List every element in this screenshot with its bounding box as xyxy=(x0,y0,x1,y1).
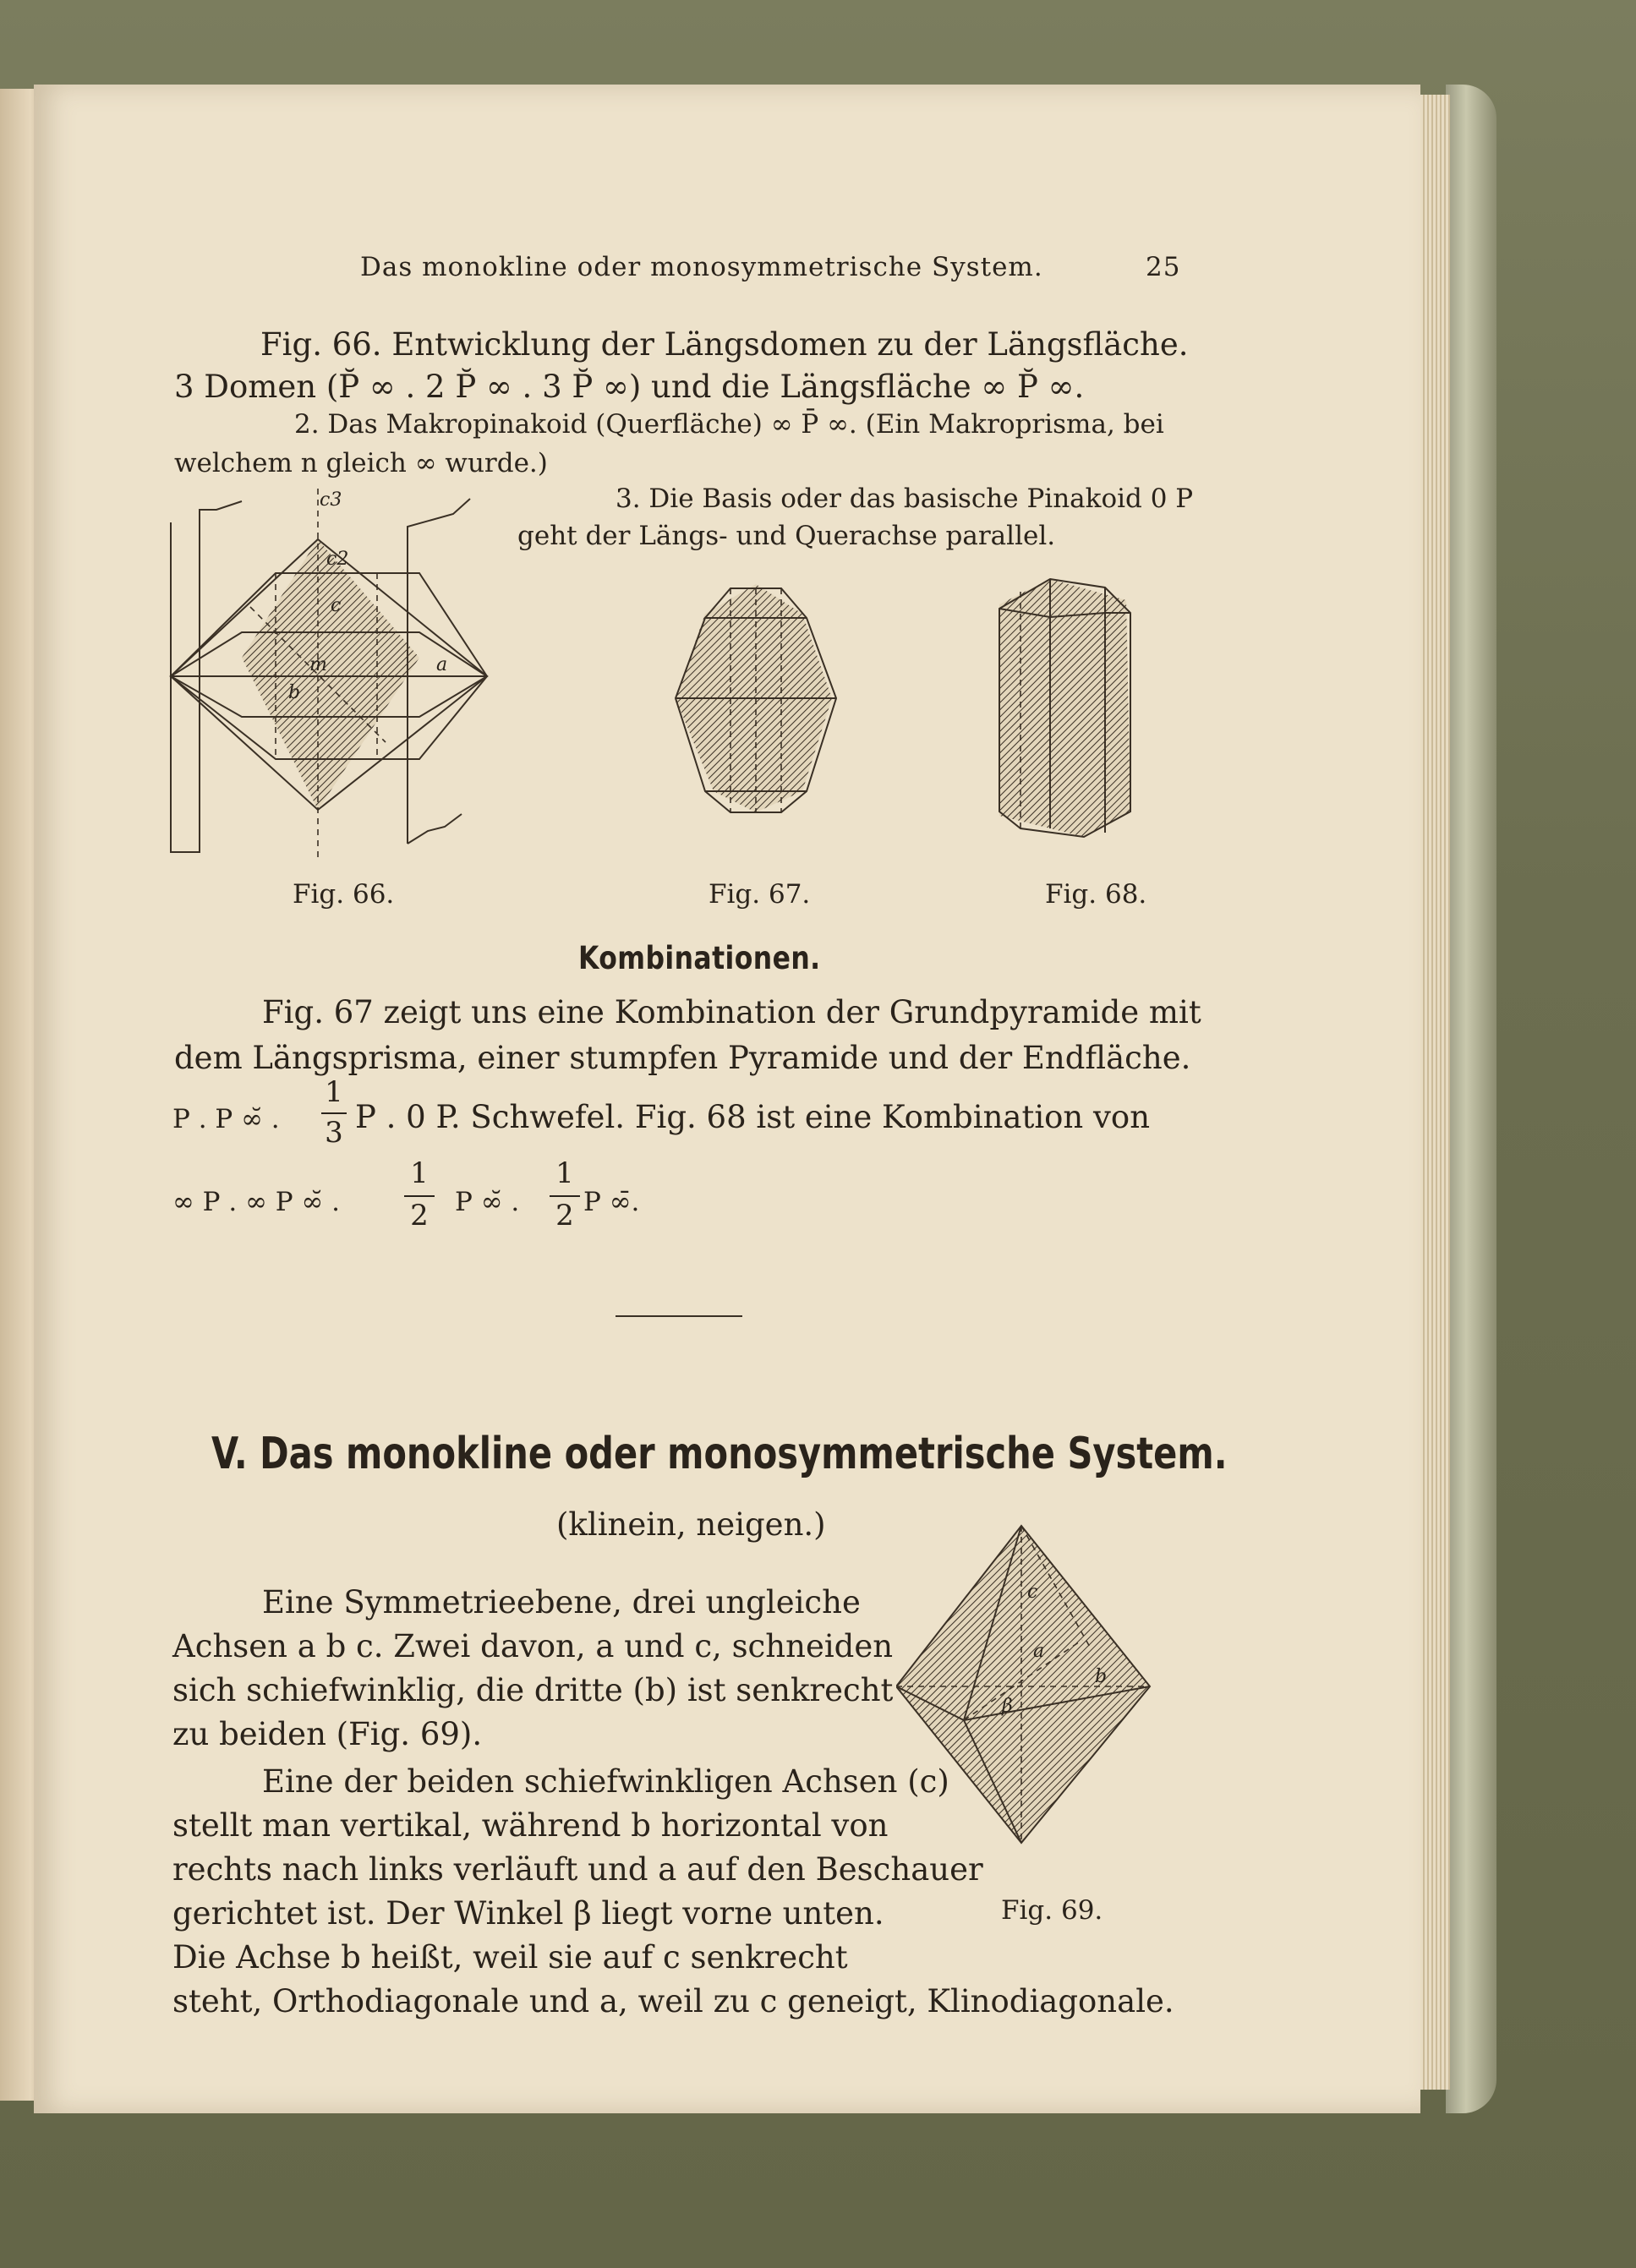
fig66-caption-line6: geht der Längs- und Querachse parallel. xyxy=(517,521,1056,551)
fig68-label: Fig. 68. xyxy=(1045,879,1147,910)
page-number: 25 xyxy=(1146,252,1181,282)
figure-66-drawing xyxy=(166,489,504,861)
figure-67-drawing xyxy=(663,580,857,825)
fig66-label: Fig. 66. xyxy=(293,879,395,910)
fig66-caption-line1 xyxy=(260,326,1189,363)
formula2-fraction-bar1 xyxy=(404,1195,435,1197)
para1-line4: zu beiden (Fig. 69). xyxy=(172,1716,483,1752)
formula2-denominator1: 2 xyxy=(410,1199,429,1232)
fig66-caption-line2: 3 Domen (P̆ ∞ . 2 P̆ ∞ . 3 P̆ ∞) und die Längsfläche ∞ P̆ ∞. xyxy=(174,369,1085,405)
fig67-label: Fig. 67. xyxy=(709,879,811,910)
figure-68-drawing xyxy=(991,575,1143,845)
formula2-numerator2: 1 xyxy=(555,1156,574,1190)
fig69-label-a: a xyxy=(1033,1641,1045,1662)
running-header: Das monokline oder monosymmetrische System. xyxy=(360,252,1043,282)
para1-line2: Achsen a b c. Zwei davon, a und c, schneiden xyxy=(172,1628,894,1664)
fig66-label-c: c xyxy=(331,595,342,616)
section-divider xyxy=(616,1315,742,1317)
fig66-caption-line4: welchem n gleich ∞ wurde.) xyxy=(174,448,548,478)
para2-line5: Die Achse b heißt, weil sie auf c senkrecht xyxy=(172,1939,848,1976)
kombinationen-line2: dem Längsprisma, einer stumpfen Pyramide und der Endfläche. xyxy=(174,1040,1191,1076)
kombinationen-line1: Fig. 67 zeigt uns eine Kombination der Grundpyramide mit xyxy=(262,994,1201,1030)
para2-line3: rechts nach links verläuft und a auf den Beschauer xyxy=(172,1851,983,1888)
fig69-label-c: c xyxy=(1027,1582,1038,1603)
para2-line2: stellt man vertikal, während b horizontal von xyxy=(172,1807,889,1844)
fig66-label-b: b xyxy=(288,682,301,703)
section-v-subtitle: (klinein, neigen.) xyxy=(556,1506,826,1543)
para2-line4: gerichtet ist. Der Winkel β liegt vorne unten. xyxy=(172,1895,884,1932)
fig69-label: Fig. 69. xyxy=(1001,1895,1103,1926)
fig66-caption-line3: 2. Das Makropinakoid (Querfläche) ∞ P̄ ∞. (Ein Makroprisma, bei xyxy=(294,409,1164,440)
formula1-denominator: 3 xyxy=(325,1116,343,1150)
kombinationen-heading: Kombinationen. xyxy=(578,940,821,976)
fig66-label-m: m xyxy=(309,654,327,675)
formula1-fraction-bar xyxy=(321,1112,347,1114)
figure-69-drawing xyxy=(896,1522,1158,1851)
formula2-mid: P ∞̆ . xyxy=(455,1187,520,1217)
fig66-label-a: a xyxy=(436,654,448,675)
fig66-label-c2: c2 xyxy=(326,549,349,570)
formula1-prefix: P . P ∞̆ . xyxy=(172,1104,280,1134)
book-cover-edge xyxy=(1446,85,1496,2113)
fig69-label-beta: β xyxy=(1002,1696,1013,1717)
formula2-prefix: ∞ P . ∞ P ∞̆ . xyxy=(172,1187,341,1217)
section-v-heading: V. Das monokline oder monosymmetrische System. xyxy=(211,1429,1228,1479)
formula1-suffix: P . 0 P. Schwefel. Fig. 68 ist eine Kombination von xyxy=(355,1099,1151,1135)
formula2-numerator1: 1 xyxy=(410,1156,429,1190)
fig66-caption-text: Fig. 66. Entwicklung der Längsdomen zu der Längsfläche. xyxy=(260,326,1189,363)
para2-line1: Eine der beiden schiefwinkligen Achsen (c) xyxy=(262,1763,949,1800)
para1-line1: Eine Symmetrieebene, drei ungleiche xyxy=(262,1584,861,1620)
para1-line3: sich schiefwinklig, die dritte (b) ist senkrecht xyxy=(172,1672,894,1708)
para2-line6: steht, Orthodiagonale und a, weil zu c geneigt, Klinodiagonale. xyxy=(172,1983,1174,2019)
fig69-label-b: b xyxy=(1095,1666,1108,1687)
formula2-denominator2: 2 xyxy=(555,1199,574,1232)
formula1-numerator: 1 xyxy=(325,1075,343,1109)
formula2-suffix: P ∞̄. xyxy=(583,1187,640,1217)
fig66-label-c3: c3 xyxy=(320,489,342,511)
fig66-caption-line5: 3. Die Basis oder das basische Pinakoid 0 P xyxy=(616,484,1194,514)
formula2-fraction-bar2 xyxy=(550,1195,580,1197)
